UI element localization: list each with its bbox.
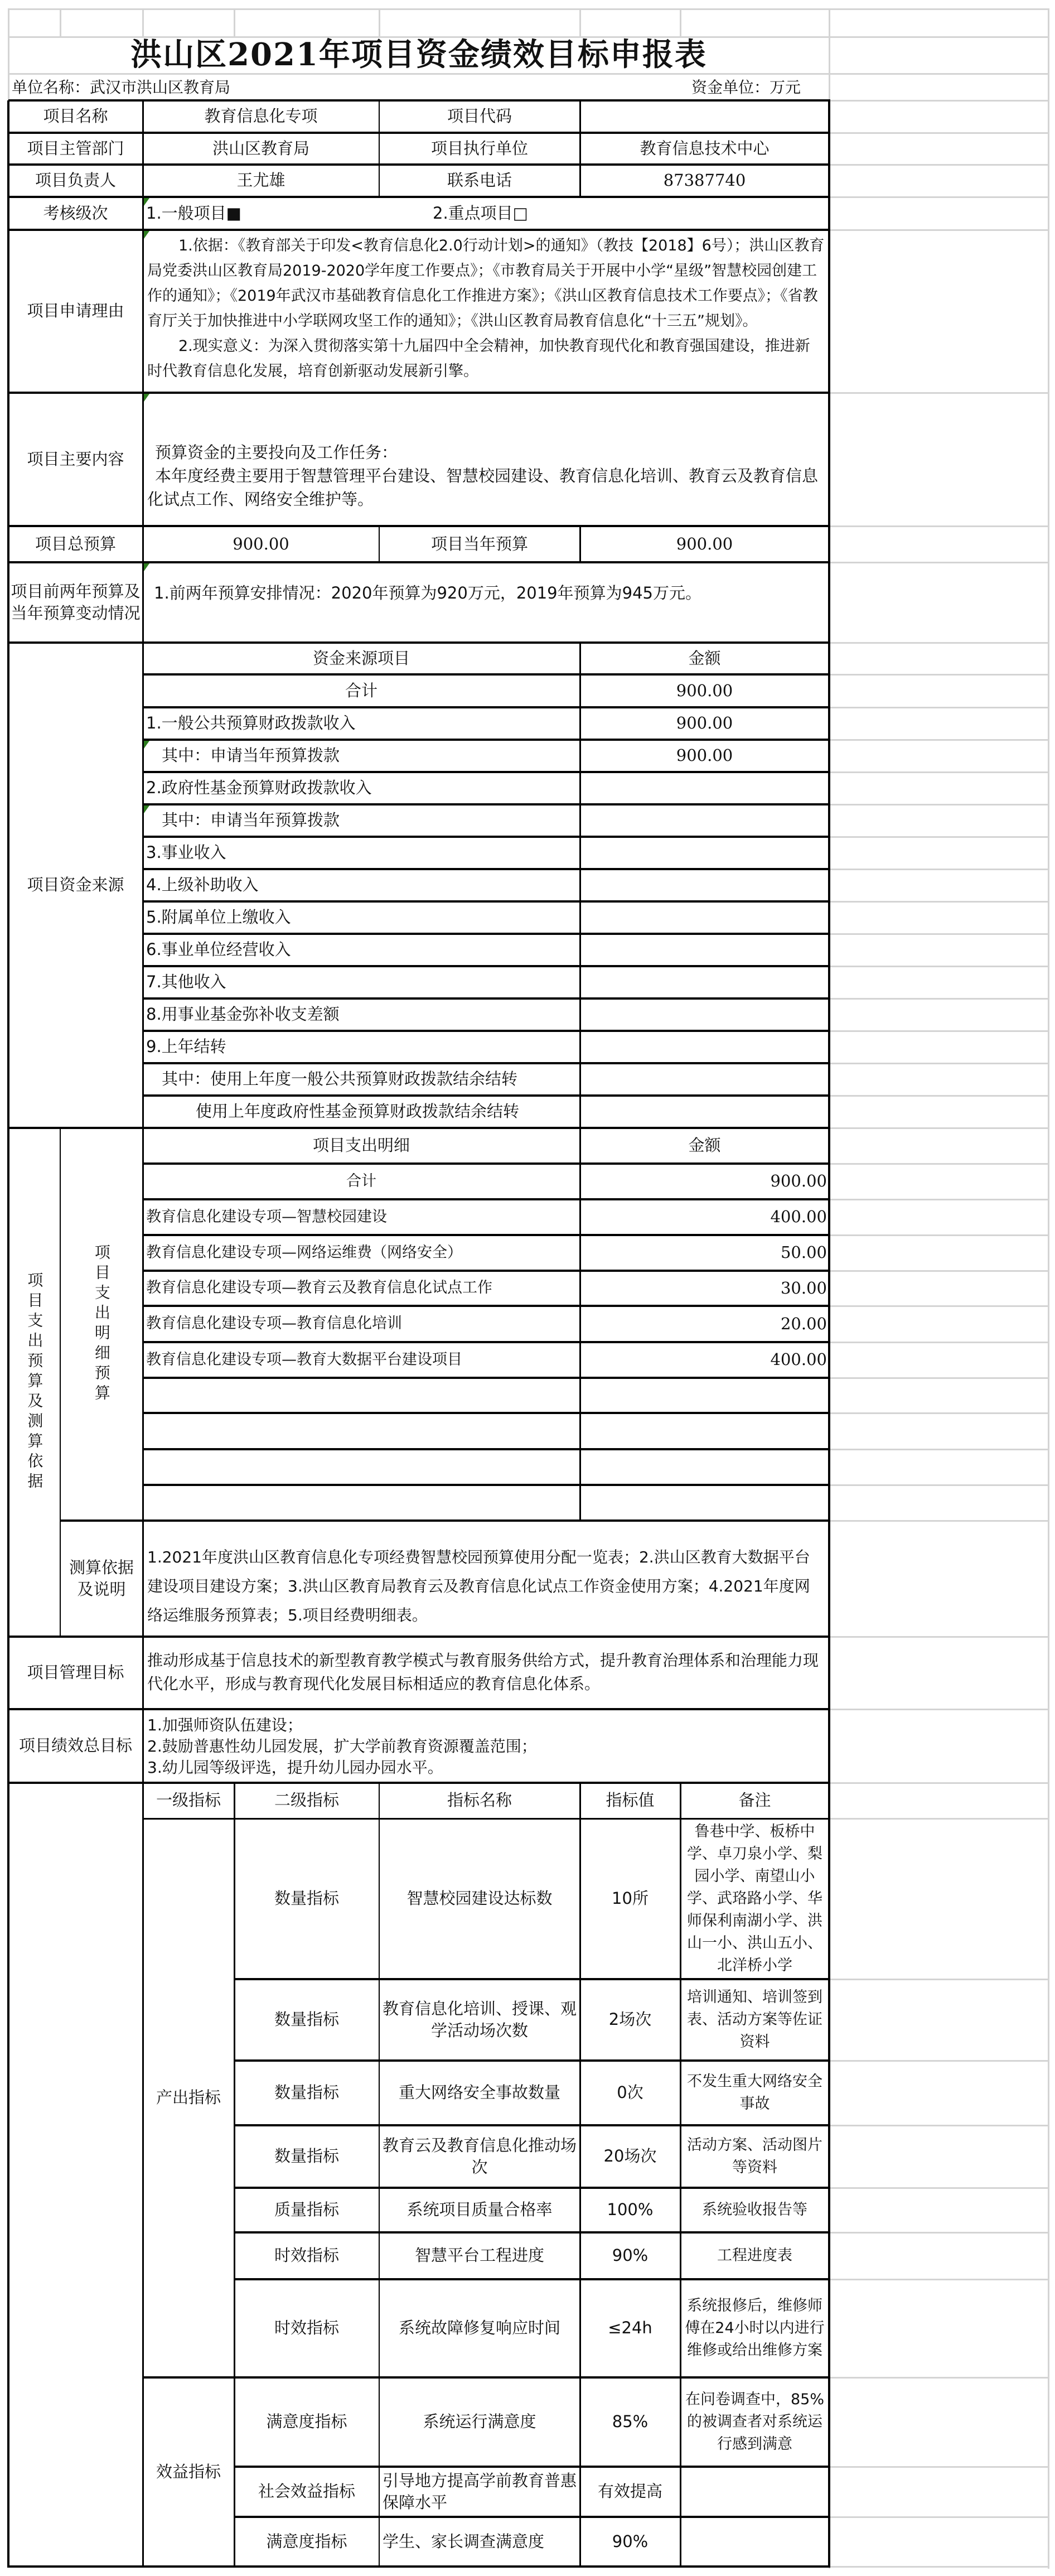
expense-item: 教育信息化建设专项—教育大数据平台建设项目 — [146, 1350, 462, 1368]
funding-item: 其中：申请当年预算拨款 — [162, 746, 340, 765]
indicator-level2: 数量指标 — [274, 2010, 339, 2029]
phone-label: 联系电话 — [447, 171, 512, 190]
expense-amount[interactable]: 50.00 — [780, 1243, 827, 1262]
sheet-gridline — [830, 642, 1049, 644]
sheet-gridline — [830, 998, 1049, 1000]
indicator-header-name: 指标名称 — [447, 1791, 512, 1810]
expense-item — [143, 1449, 580, 1485]
expense-item: 教育信息化建设专项—网络运维费（网络安全） — [146, 1243, 462, 1261]
sheet-gridline — [830, 1199, 1049, 1200]
indicator-level2: 时效指标 — [274, 2318, 339, 2338]
sheet-gridline — [830, 836, 1049, 838]
indicator-name: 教育信息化培训、授课、观学活动场次数 — [383, 1999, 577, 2040]
perf-goal-label: 项目绩效总目标 — [18, 1736, 132, 1755]
comment-marker — [144, 198, 149, 206]
indicator-name: 引导地方提高学前教育普惠保障水平 — [383, 2471, 577, 2512]
indicator-value[interactable]: 20场次 — [603, 2146, 657, 2166]
exec-unit-label: 项目执行单位 — [430, 138, 528, 158]
expense-item: 教育信息化建设专项—智慧校园建设 — [146, 1208, 387, 1226]
indicator-note[interactable]: 系统验收报告等 — [702, 2201, 807, 2218]
content-line-2: 本年度经费主要用于智慧管理平台建设、智慧校园建设、教育信息化培训、教育云及教育信息化试点工作、网络安全维护等。 — [147, 466, 819, 509]
sheet-gridline — [830, 2232, 1049, 2234]
comment-marker — [144, 394, 149, 402]
funding-item: 5.附属单位上缴收入 — [146, 908, 291, 927]
basis-text[interactable]: 1.2021年度洪山区教育信息化专项经费智慧校园预算使用分配一览表；2.洪山区教育大数据平台建设项目建设方案；3.洪山区教育局教育云及教育信息化试点工作资金使用方案；4.2021年度网络运维服务预算表；5.项目经费明细表。 — [147, 1548, 810, 1624]
perf-goal-text[interactable] — [143, 1709, 829, 1783]
expense-amount[interactable]: 30.00 — [780, 1278, 827, 1297]
level-label: 考核级次 — [43, 203, 108, 223]
funding-amount[interactable] — [580, 966, 829, 998]
sheet-gridline — [830, 1449, 1049, 1450]
indicator-level2: 社会效益指标 — [258, 2482, 355, 2501]
sheet-gridline — [830, 562, 1049, 563]
expense-amount[interactable]: 900.00 — [770, 1171, 827, 1191]
expense-header-amount: 金额 — [688, 1136, 721, 1155]
funding-amount[interactable]: 900.00 — [676, 681, 733, 700]
content-label: 项目主要内容 — [27, 449, 124, 469]
expense-item: 教育信息化建设专项—教育云及教育信息化试点工作 — [146, 1279, 492, 1297]
indicator-level2: 时效指标 — [274, 2246, 339, 2265]
sheet-gridline — [830, 2516, 1049, 2518]
sheet-gridline — [830, 1782, 1049, 1784]
sheet-gridline — [830, 1484, 1049, 1486]
sheet-gridline — [830, 392, 1049, 394]
mgmt-goal-text[interactable]: 推动形成基于信息技术的新型教育教学模式与教育服务供给方式，提升教育治理体系和治理能力现代化水平，形成与教育现代化发展目标相适应的教育信息化体系。 — [147, 1651, 819, 1693]
expense-item — [143, 1378, 580, 1413]
indicator-level2: 满意度指标 — [266, 2412, 347, 2432]
dept-label: 项目主管部门 — [27, 138, 124, 158]
sheet-gridline — [830, 739, 1049, 741]
sheet-gridline — [830, 1127, 1049, 1129]
funding-item: 4.上级补助收入 — [146, 875, 259, 895]
expense-amount[interactable] — [580, 1449, 829, 1485]
expense-detail-label: 项目支出明细预算 — [92, 1244, 111, 1405]
indicator-value[interactable]: 85% — [612, 2412, 649, 2432]
funding-amount[interactable] — [580, 901, 829, 934]
indicator-name: 系统故障修复响应时间 — [398, 2318, 560, 2338]
funding-amount[interactable] — [580, 1063, 829, 1096]
indicator-value[interactable]: 100% — [607, 2200, 654, 2220]
indicator-level2: 数量指标 — [274, 2083, 339, 2102]
leader-value[interactable]: 王尤雄 — [236, 171, 285, 190]
indicator-note[interactable]: 系统报修后，维修师傅在24小时以内进行维修或给出维修方案 — [685, 2297, 825, 2359]
funding-item: 其中：申请当年预算拨款 — [162, 811, 340, 830]
reason-para-1: 1.依据：《教育部关于印发<教育信息化2.0行动计划>的通知》（教技【2018】6号）；洪山区教育局党委洪山区教育局2019-2020学年度工作要点》；《市教育局关于开展中小学“星级”智慧校园创建工作的通知》；《2019年武汉市基础教育信息化工作推进方案》；《洪山区教育信息技术工作要点》；《省教育厅关于加快推进中小学联网攻坚工作的通知》；《洪山区教育局教育信息化“十三五”规划》。 — [147, 237, 825, 330]
expense-amount[interactable]: 20.00 — [780, 1314, 827, 1333]
basis-label: 测算依据及说明 — [69, 1557, 134, 1599]
indicator-value[interactable]: 2场次 — [608, 2010, 652, 2029]
sheet-gridline — [830, 1030, 1049, 1032]
indicator-value[interactable]: ≤24h — [608, 2318, 652, 2338]
funding-item: 1.一般公共预算财政拨款收入 — [146, 713, 356, 733]
funding-item: 合计 — [345, 681, 378, 700]
comment-marker — [144, 563, 149, 571]
indicator-value[interactable]: 10所 — [612, 1889, 649, 1908]
current-budget-label: 项目当年预算 — [430, 534, 528, 553]
unit-name: 单位名称：武汉市洪山区教育局 — [12, 78, 231, 97]
expense-header-item: 项目支出明细 — [312, 1136, 410, 1155]
mgmt-goal-label: 项目管理目标 — [27, 1663, 124, 1682]
sheet-gridline — [830, 674, 1049, 676]
funding-item: 2.政府性基金预算财政拨款收入 — [146, 778, 372, 798]
indicator-name: 重大网络安全事故数量 — [398, 2083, 560, 2102]
reason-para-2: 2.现实意义：为深入贯彻落实第十九届四中全会精神，加快教育现代化和教育强国建设，推进新时代教育信息化发展，培育创新驱动发展新引擎。 — [147, 337, 810, 380]
expense-amount[interactable] — [580, 1413, 829, 1449]
sheet-gridline — [830, 2566, 1049, 2568]
project-name-label: 项目名称 — [43, 107, 108, 126]
sheet-gridline — [830, 771, 1049, 773]
prev-budget-label: 项目前两年预算及当年预算变动情况 — [11, 581, 141, 623]
expense-amount[interactable]: 400.00 — [770, 1350, 827, 1369]
sheet-gridline — [830, 966, 1049, 967]
indicator-value[interactable]: 90% — [612, 2246, 649, 2265]
indicator-header-value: 指标值 — [606, 1791, 655, 1810]
indicator-value[interactable]: 有效提高 — [597, 2482, 662, 2501]
expense-item: 教育信息化建设专项—教育信息化培训 — [146, 1315, 402, 1333]
indicator-name: 智慧校园建设达标数 — [406, 1889, 553, 1908]
indicator-name: 学生、家长调查满意度 — [383, 2531, 545, 2551]
expense-item: 合计 — [346, 1172, 376, 1190]
sheet-gridline — [830, 2377, 1049, 2379]
indicator-name: 智慧平台工程进度 — [414, 2246, 544, 2265]
indicator-value[interactable]: 90% — [612, 2531, 649, 2551]
funding-amount[interactable] — [580, 837, 829, 869]
indicator-header-level2: 二级指标 — [274, 1791, 339, 1810]
sheet-gridline — [830, 2466, 1049, 2468]
fund-unit: 资金单位：万元 — [691, 78, 801, 97]
level-general-option[interactable]: 1.一般项目■ — [146, 203, 242, 223]
exec-unit-value[interactable]: 教育信息技术中心 — [640, 138, 770, 158]
funding-item: 8.用事业基金弥补收支差额 — [146, 1005, 340, 1024]
indicator-level2: 满意度指标 — [266, 2531, 347, 2551]
funding-item: 其中：使用上年度一般公共预算财政拨款结余结转 — [162, 1069, 518, 1089]
indicator-note[interactable]: 不发生重大网络安全事故 — [687, 2073, 822, 2112]
sheet-gridline — [830, 2060, 1049, 2062]
indicator-level2: 数量指标 — [274, 1889, 339, 1908]
sheet-gridline — [830, 1234, 1049, 1236]
sheet-gridline — [830, 2279, 1049, 2280]
funding-item: 3.事业收入 — [146, 843, 226, 862]
prev-budget-text[interactable]: 1.前两年预算安排情况：2020年预算为920万元，2019年预算为945万元。 — [154, 583, 701, 602]
project-code-value[interactable] — [580, 100, 829, 133]
sheet-gridline — [830, 164, 1049, 166]
funding-item: 9.上年结转 — [146, 1037, 226, 1057]
funding-amount[interactable] — [580, 1031, 829, 1063]
funding-amount[interactable] — [580, 804, 829, 837]
funding-amount[interactable] — [580, 1096, 829, 1128]
dept-value[interactable]: 洪山区教育局 — [212, 138, 309, 158]
indicator-note[interactable] — [680, 2517, 829, 2567]
sheet-gridline — [830, 525, 1049, 527]
sheet-gridline — [830, 1305, 1049, 1307]
expense-item — [143, 1413, 580, 1449]
perf-goal-line: 3.幼儿园等级评选，提升幼儿园办园水平。 — [147, 1758, 443, 1777]
sheet-gridline — [830, 1818, 1049, 1820]
sheet-gridline — [830, 1270, 1049, 1272]
project-name-value[interactable]: 教育信息化专项 — [204, 107, 318, 126]
comment-marker — [144, 805, 149, 813]
page-title: 洪山区2021年项目资金绩效目标申报表 — [130, 37, 707, 73]
funding-amount[interactable]: 900.00 — [676, 746, 733, 765]
indicator-note[interactable]: 培训通知、培训签到表、活动方案等佐证资料 — [687, 1989, 822, 2051]
indicator-level2: 质量指标 — [274, 2200, 339, 2220]
expense-amount[interactable] — [580, 1378, 829, 1413]
sheet-gridline — [830, 2125, 1049, 2126]
sheet-gridline — [830, 1636, 1049, 1638]
sheet-gridline — [830, 1709, 1049, 1710]
benefit-indicator-label: 效益指标 — [156, 2462, 221, 2481]
sheet-gridline — [830, 229, 1049, 231]
expense-amount[interactable] — [580, 1485, 829, 1521]
project-code-label: 项目代码 — [447, 107, 512, 126]
expense-label: 项目支出预算及测算依据 — [25, 1272, 44, 1493]
indicator-header-level1: 一级指标 — [156, 1791, 221, 1810]
sheet-gridline — [830, 1377, 1049, 1379]
indicator-note[interactable] — [680, 2467, 829, 2517]
total-budget-value[interactable]: 900.00 — [233, 534, 289, 553]
total-budget-label: 项目总预算 — [35, 534, 116, 553]
comment-marker — [144, 741, 149, 749]
comment-marker — [144, 231, 149, 239]
sheet-gridline — [830, 132, 1049, 134]
sheet-gridline — [830, 901, 1049, 903]
indicator-level2: 数量指标 — [274, 2146, 339, 2166]
sheet-gridline — [830, 1342, 1049, 1343]
sheet-gridline — [830, 933, 1049, 935]
content-text[interactable] — [143, 393, 829, 526]
indicator-name: 系统运行满意度 — [423, 2412, 536, 2432]
indicator-header-note: 备注 — [738, 1791, 771, 1810]
sheet-gridline — [830, 1520, 1049, 1522]
sheet-gridline — [830, 804, 1049, 805]
expense-amount[interactable]: 400.00 — [770, 1207, 827, 1227]
sheet-gridline — [830, 1063, 1049, 1064]
indicator-name: 系统项目质量合格率 — [406, 2200, 553, 2220]
output-indicator-label: 产出指标 — [156, 2088, 221, 2107]
expense-item — [143, 1485, 580, 1521]
phone-value[interactable]: 87387740 — [663, 171, 746, 190]
funding-amount[interactable] — [580, 934, 829, 966]
sheet-gridline — [830, 1163, 1049, 1165]
sheet-gridline — [830, 1412, 1049, 1414]
sheet-gridline — [830, 1095, 1049, 1097]
indicator-note[interactable]: 鲁巷中学、板桥中学、卓刀泉小学、梨园小学、南望山小学、武珞路小学、华师保利南湖小学、洪山一小、洪山五小、北洋桥小学 — [687, 1823, 822, 1974]
funding-amount[interactable] — [580, 998, 829, 1031]
sheet-gridline — [830, 707, 1049, 708]
sheet-gridline — [830, 196, 1049, 198]
content-line-1: 预算资金的主要投向及工作任务： — [155, 443, 398, 462]
funding-header-item: 资金来源项目 — [312, 648, 410, 668]
funding-item: 6.事业单位经营收入 — [146, 940, 291, 959]
funding-label: 项目资金来源 — [27, 875, 124, 895]
sheet-gridline — [830, 869, 1049, 870]
funding-item: 7.其他收入 — [146, 972, 226, 992]
reason-text[interactable] — [143, 230, 829, 393]
funding-header-amount: 金额 — [688, 648, 721, 668]
indicator-note[interactable]: 在问卷调查中，85%的被调查者对系统运行感到满意 — [685, 2391, 824, 2453]
perf-goal-line: 2.鼓励普惠性幼儿园发展，扩大学前教育资源覆盖范围； — [147, 1737, 537, 1755]
indicator-section-label — [8, 1783, 143, 2567]
indicator-note[interactable]: 活动方案、活动图片等资料 — [687, 2136, 822, 2176]
funding-item: 使用上年度政府性基金预算财政拨款结余结转 — [196, 1102, 520, 1121]
level-key-option[interactable]: 2.重点项目□ — [433, 203, 529, 223]
sheet-gridline — [830, 2187, 1049, 2189]
sheet-gridline — [830, 1979, 1049, 1980]
funding-amount[interactable]: 900.00 — [676, 713, 733, 733]
indicator-name: 教育云及教育信息化推动场次 — [383, 2135, 577, 2177]
funding-amount[interactable] — [580, 869, 829, 901]
indicator-note[interactable]: 工程进度表 — [717, 2247, 792, 2264]
indicator-value[interactable]: 0次 — [617, 2083, 643, 2102]
current-budget-value[interactable]: 900.00 — [676, 534, 733, 553]
reason-label: 项目申请理由 — [27, 301, 124, 321]
leader-label: 项目负责人 — [35, 171, 116, 190]
perf-goal-line: 1.加强师资队伍建设； — [147, 1716, 303, 1734]
funding-amount[interactable] — [580, 772, 829, 804]
